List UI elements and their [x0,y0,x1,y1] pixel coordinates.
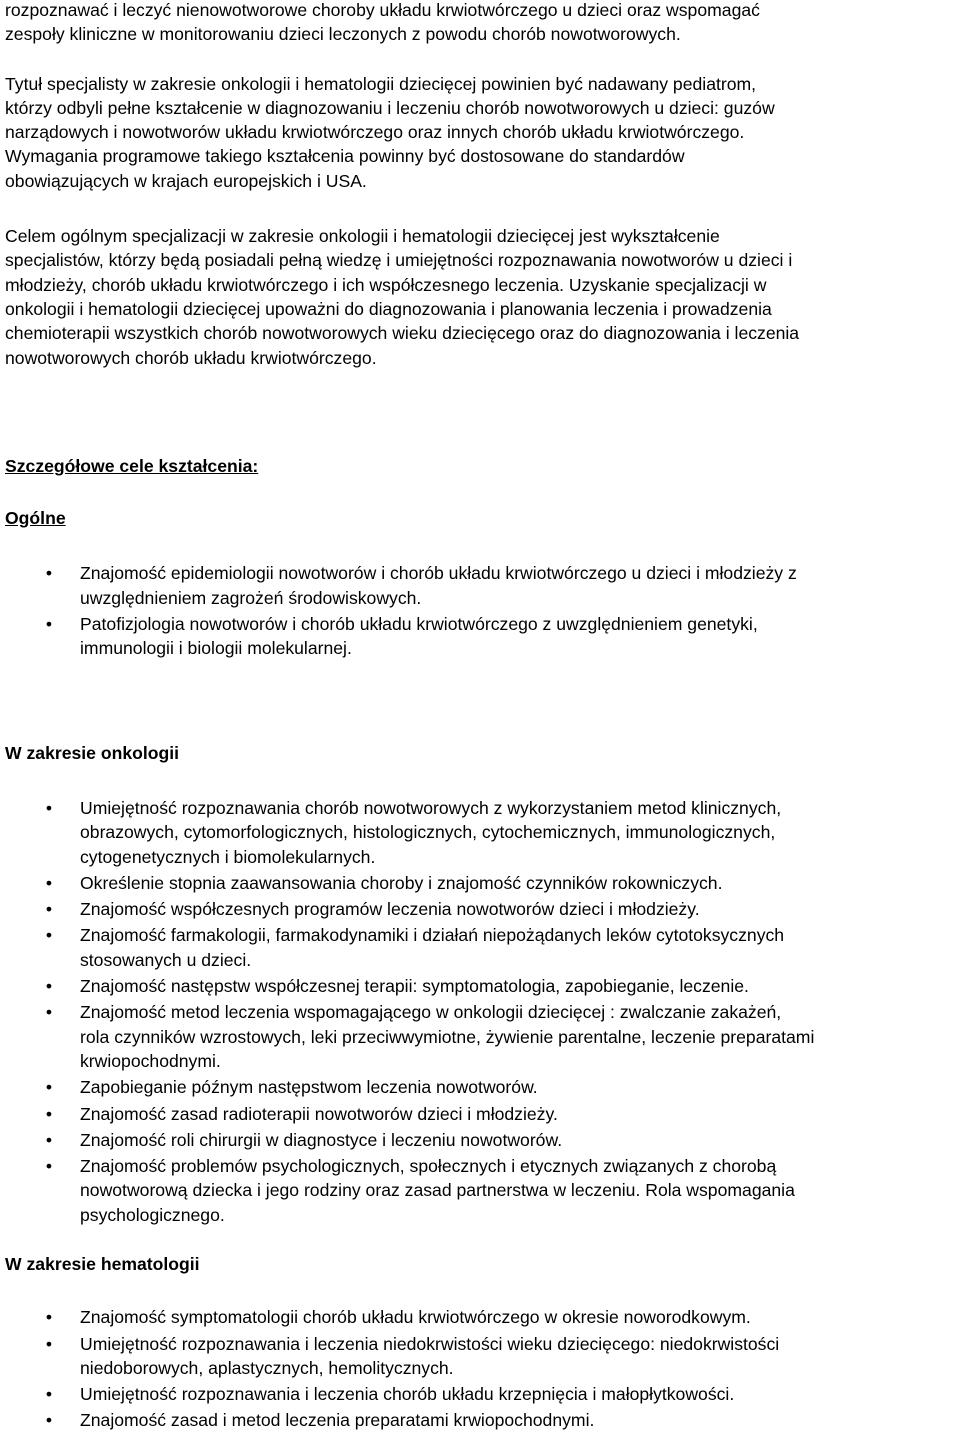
intro-paragraph [5,0,960,47]
text-line: niedoborowych, aplastycznych, hemolitycznych. [80,1357,454,1378]
list-item [5,1305,960,1329]
detailed-goals-heading: Szczegółowe cele kształcenia: [5,455,259,476]
oncology-section-heading: W zakresie onkologii [5,742,180,763]
list-item [5,1128,960,1152]
text-line: narządowych i nowotworów układu krwiotwórczego oraz innych chorób układu krwiotwórczego. [5,122,745,143]
text-line: Znajomość zasad radioterapii nowotworów dzieci i młodzieży. [80,1103,558,1124]
bullet-icon: • [45,1103,53,1124]
list-item [5,1075,960,1099]
text-line: obrazowych, cytomorfologicznych, histologicznych, cytochemicznych, immunologicznych, [80,822,776,843]
text-line: Celem ogólnym specjalizacji w zakresie onkologii i hematologii dziecięcej jest wykształcenie [5,226,720,247]
text-line: obowiązujących w krajach europejskich i USA. [5,170,367,191]
bullet-icon: • [45,563,53,584]
text-line: Znajomość roli chirurgii w diagnostyce i leczeniu nowotworów. [80,1129,563,1150]
text-line: psychologicznego. [80,1204,225,1225]
bullet-icon: • [45,899,53,920]
text-line: rola czynników wzrostowych, leki przeciwwymiotne, żywienie parentalne, leczenie preparatami [80,1026,815,1047]
list-item [5,923,960,972]
text-line: uwzględnieniem zagrożeń środowiskowych. [80,587,422,608]
text-line: nowotworowych chorób układu krwiotwórczego. [5,347,377,368]
text-line: Określenie stopnia zaawansowania choroby i znajomość czynników rokowniczych. [80,872,723,893]
bullet-icon: • [45,614,53,635]
text-line: młodzieży, chorób układu krwiotwórczego i ich współczesnego leczenia. Uzyskanie specjalizacji w [5,274,767,295]
text-line: Znajomość farmakologii, farmakodynamiki i działań niepożądanych leków cytotoksycznych [80,925,785,946]
bullet-icon: • [45,976,53,997]
text-line: Znajomość symptomatologii chorób układu krwiotwórczego w okresie noworodkowym. [80,1307,751,1328]
text-line: specjalistów, którzy będą posiadali pełną wiedzę i umiejętności rozpoznawania nowotworów u dzieci i [5,250,793,271]
list-item [5,1000,960,1073]
text-line: onkologii i hematologii dziecięcej upoważni do diagnozowania i planowania leczenia i prowadzenia [5,298,772,319]
text-line: immunologii i biologii molekularnej. [80,638,352,659]
text-line: Znajomość współczesnych programów leczenia nowotworów dzieci i młodzieży. [80,899,700,920]
text-line: Wymagania programowe takiego kształcenia powinny być dostosowane do standardów [5,146,685,167]
general-goal-paragraph [5,224,960,370]
text-line: zespoły kliniczne w monitorowaniu dzieci leczonych z powodu chorób nowotworowych. [5,24,681,45]
text-line: którzy odbyli pełne kształcenie w diagnozowaniu i leczeniu chorób nowotworowych u dzieci: guzów [5,97,775,118]
text-line: cytogenetycznych i biomolekularnych. [80,846,376,867]
list-item [5,1382,960,1406]
text-line: Umiejętność rozpoznawania i leczenia chorób układu krzepnięcia i małopłytkowości. [80,1384,735,1405]
hematology-section-heading: W zakresie hematologii [5,1253,200,1274]
specialist-title-paragraph [5,72,960,193]
text-line: Umiejętność rozpoznawania i leczenia niedokrwistości wieku dziecięcego: niedokrwistości [80,1333,780,1354]
list-item [5,612,960,661]
bullet-icon: • [45,872,53,893]
text-line: krwiopochodnymi. [80,1050,221,1071]
text-line: Znajomość następstw współczesnej terapii: symptomatologia, zapobieganie, leczenie. [80,976,749,997]
list-item [5,561,960,610]
text-line: Znajomość zasad i metod leczenia preparatami krwiopochodnymi. [80,1410,595,1431]
bullet-icon: • [45,1077,53,1098]
bullet-icon: • [45,1307,53,1328]
list-item [5,871,960,895]
bullet-icon: • [45,1129,53,1150]
text-line: Umiejętność rozpoznawania chorób nowotworowych z wykorzystaniem metod klinicznych, [80,797,782,818]
text-line: nowotworową dziecka i jego rodziny oraz zasad partnerstwa w leczeniu. Rola wspomagania [80,1180,795,1201]
hematology-goals-list [5,1305,960,1432]
list-item [5,974,960,998]
bullet-icon: • [45,1410,53,1431]
list-item [5,796,960,869]
text-line: rozpoznawać i leczyć nienowotworowe choroby układu krwiotwórczego u dzieci oraz wspomagać [5,0,760,20]
text-line: Znajomość metod leczenia wspomagającego w onkologii dziecięcej : zwalczanie zakażeń, [80,1002,782,1023]
list-item [5,897,960,921]
text-line: Tytuł specjalisty w zakresie onkologii i hematologii dziecięcej powinien być nadawany pediatrom, [5,73,757,94]
text-line: Znajomość problemów psychologicznych, społecznych i etycznych związanych z chorobą [80,1156,777,1177]
list-item [5,1332,960,1381]
list-item [5,1102,960,1126]
oncology-goals-list [5,796,960,1227]
text-line: Patofizjologia nowotworów i chorób układu krwiotwórczego z uwzględnieniem genetyki, [80,614,758,635]
bullet-icon: • [45,1156,53,1177]
bullet-icon: • [45,925,53,946]
general-goals-list [5,561,960,660]
text-line: Znajomość epidemiologii nowotworów i chorób układu krwiotwórczego u dzieci i młodzieży z [80,563,797,584]
bullet-icon: • [45,1333,53,1354]
text-line: chemioterapii wszystkich chorób nowotworowych wieku dziecięcego oraz do diagnozowania i leczenia [5,323,800,344]
bullet-icon: • [45,797,53,818]
bullet-icon: • [45,1002,53,1023]
general-section-heading: Ogólne [5,508,66,529]
list-item [5,1408,960,1432]
text-line: stosowanych u dzieci. [80,949,252,970]
list-item [5,1154,960,1227]
bullet-icon: • [45,1384,53,1405]
text-line: Zapobieganie późnym następstwom leczenia nowotworów. [80,1077,538,1098]
document-page [5,0,960,1433]
